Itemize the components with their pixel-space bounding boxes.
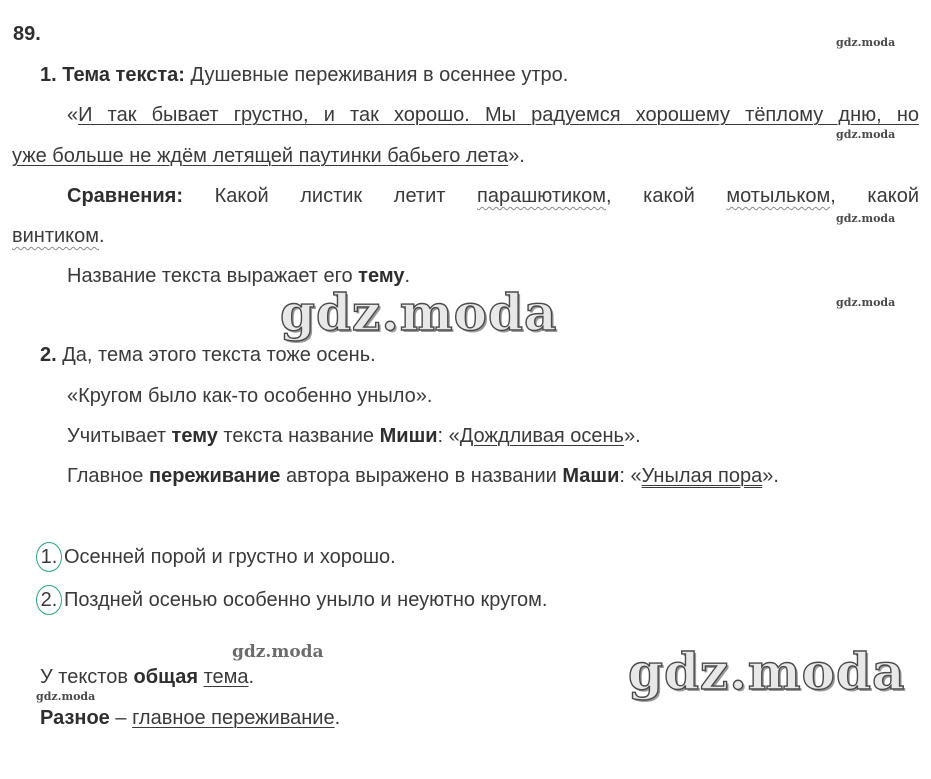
item1-topic-line (40, 63, 568, 87)
quote-open: « (67, 104, 79, 126)
masha-line (67, 464, 779, 488)
watermark-medium: gdz.moda (232, 642, 324, 662)
quote-text-2: уже больше не ждём летящей паутинки бабьего лета (12, 145, 509, 167)
title-option-1 (36, 542, 396, 572)
misha-quote-close: ». (623, 425, 641, 447)
conclusion-main-feeling: главное переживание (132, 707, 335, 729)
quote-line-2 (12, 144, 525, 168)
conclusion-end-1: . (248, 666, 255, 688)
item1-number: 1. (40, 64, 57, 86)
watermark-small-1: gdz.moda (836, 36, 896, 49)
masha-text-a: Главное (67, 465, 144, 487)
item2-line (40, 343, 376, 367)
circled-number-1: 1. (36, 542, 62, 572)
masha-word-feeling: переживание (148, 465, 281, 487)
misha-text-c: текста название (223, 425, 375, 447)
conclusion-word-theme: тема (203, 666, 249, 688)
topic-text: Душевные переживания в осеннее утро. (190, 64, 569, 86)
item2-text: Да, тема этого текста тоже осень. (62, 344, 376, 366)
comparisons-label: Сравнения: (67, 185, 183, 207)
name-end: . (404, 265, 411, 287)
topic-label: Тема текста: (62, 64, 185, 86)
watermark-large-1: gdz.moda (280, 283, 558, 342)
misha-name: Миши (379, 425, 438, 447)
comparison-text-b: , какой (606, 185, 695, 207)
quote-close: ». (508, 145, 525, 167)
title-option-2-text: Поздней осенью особенно уныло и неуютно кругом. (64, 589, 548, 611)
task-number: 89. (13, 23, 41, 45)
comparisons-line (67, 184, 919, 208)
conclusion-common (40, 665, 254, 689)
watermark-small-3: gdz.moda (836, 212, 896, 225)
misha-line (67, 424, 641, 448)
watermark-small-5: gdz.moda (36, 690, 96, 703)
watermark-large-2: gdz.moda (628, 642, 906, 701)
name-word-theme: тему (358, 265, 405, 287)
name-text-a: Название текста выражает его (67, 265, 353, 287)
quote-text-1: И так бывает грустно, и так хорошо. Мы радуемся хорошему тёплому дню, но (78, 104, 919, 126)
item2-number: 2. (40, 344, 57, 366)
title-option-1-text: Осенней порой и грустно и хорошо. (64, 546, 396, 568)
masha-quote-open: : « (619, 465, 642, 487)
comparison-end: . (99, 225, 105, 247)
conclusion-different (40, 706, 340, 730)
watermark-small-2: gdz.moda (836, 128, 896, 141)
conclusion-dash: – (115, 707, 127, 729)
comparison-word-parachute: парашютиком (477, 185, 606, 207)
misha-quote-open: : « (437, 425, 460, 447)
conclusion-word-common: общая (133, 666, 199, 688)
circled-number-2: 2. (36, 585, 62, 615)
misha-word-theme: тему (171, 425, 218, 447)
comparison-text-c: , какой (830, 185, 920, 207)
comparison-text-a: Какой листик летит (214, 185, 446, 207)
comparison-word-screw: винтиком (12, 225, 100, 247)
masha-text-c: автора выражено в названии (285, 465, 557, 487)
masha-name: Маши (562, 465, 620, 487)
conclusion-end-2: . (334, 707, 341, 729)
misha-title: Дождливая осень (459, 425, 624, 447)
conclusion-word-different: Разное (40, 707, 110, 729)
conclusion-text-a: У текстов (40, 666, 128, 688)
misha-text-a: Учитывает (67, 425, 166, 447)
masha-title: Унылая пора (641, 465, 763, 487)
item2-quote: «Кругом было как-то особенно уныло». (67, 385, 433, 407)
comparisons-line-2 (12, 224, 105, 248)
comparison-word-moth: мотыльком (726, 185, 831, 207)
watermark-small-4: gdz.moda (836, 296, 896, 309)
masha-quote-close: ». (762, 465, 779, 487)
title-option-2 (36, 585, 547, 615)
quote-line-1 (67, 103, 919, 127)
